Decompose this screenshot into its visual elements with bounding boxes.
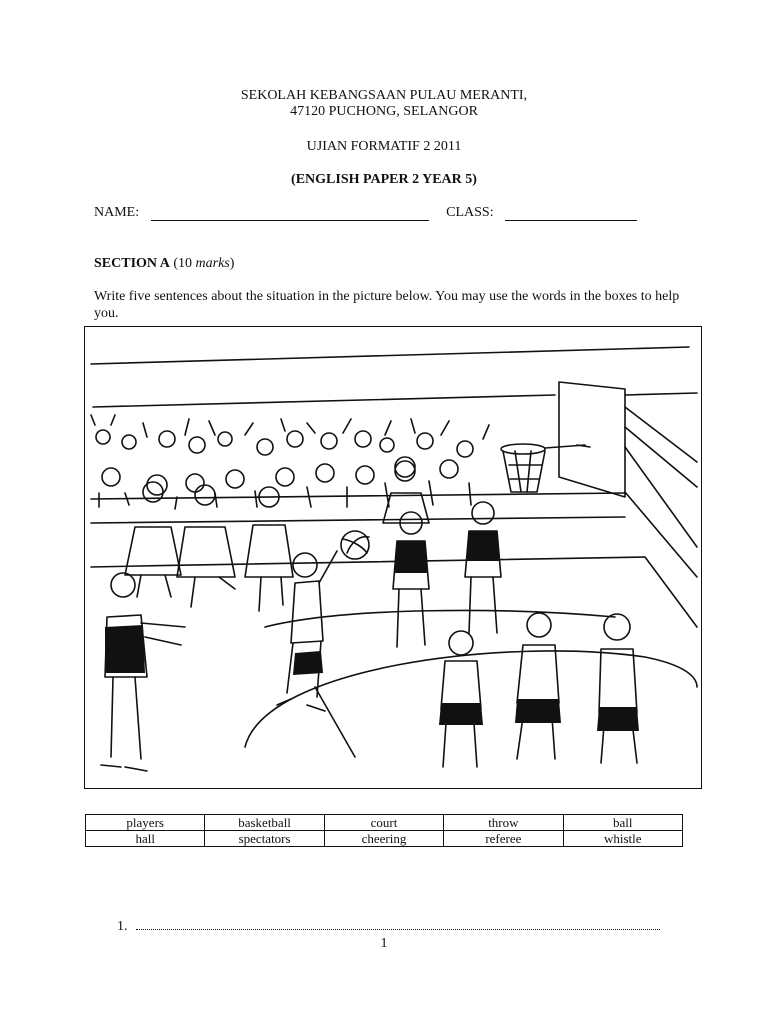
section-title: SECTION A xyxy=(94,256,170,271)
school-name: SEKOLAH KEBANGSAAN PULAU MERANTI, xyxy=(240,88,528,103)
class-label: CLASS: xyxy=(446,205,494,220)
backboard xyxy=(559,382,625,497)
exam-title: UJIAN FORMATIF 2 2011 xyxy=(306,139,462,154)
basketball-scene-illustration xyxy=(85,327,701,788)
marks-open: (10 xyxy=(169,256,196,271)
cheerleaders xyxy=(125,461,429,611)
word-box-table xyxy=(85,814,683,847)
page-number: 1 xyxy=(380,936,388,951)
basketball-scene-picture xyxy=(84,326,702,789)
basketball xyxy=(341,531,369,559)
answer-number: 1. xyxy=(117,919,128,934)
name-class-row xyxy=(94,205,637,221)
word-cell: spectators xyxy=(205,831,324,847)
ceiling-line xyxy=(91,347,689,364)
ceiling-beam xyxy=(93,395,555,407)
section-heading xyxy=(94,256,234,272)
name-field[interactable] xyxy=(151,206,429,221)
instruction-text: Write five sentences about the situation in the picture below. You may use the words in the boxes to help you. xyxy=(94,289,680,321)
marks-close: ) xyxy=(229,256,235,271)
class-field[interactable] xyxy=(505,206,637,221)
word-cell: referee xyxy=(444,831,563,847)
answer-line-1 xyxy=(117,917,660,935)
word-cell: cheering xyxy=(324,831,443,847)
hoop xyxy=(501,444,545,454)
word-cell: ball xyxy=(563,815,682,831)
name-label: NAME: xyxy=(94,205,140,220)
marks-word: marks xyxy=(195,256,230,271)
word-box-row xyxy=(86,815,683,831)
word-cell: whistle xyxy=(563,831,682,847)
word-cell: players xyxy=(86,815,205,831)
school-address: 47120 PUCHONG, SELANGOR xyxy=(290,104,478,119)
word-box-row xyxy=(86,831,683,847)
word-cell: throw xyxy=(444,815,563,831)
word-cell: court xyxy=(324,815,443,831)
word-cell: basketball xyxy=(205,815,324,831)
paper-title: (ENGLISH PAPER 2 YEAR 5) xyxy=(291,172,477,187)
word-cell: hall xyxy=(86,831,205,847)
answer-dotted-line[interactable] xyxy=(136,917,660,930)
net xyxy=(503,451,545,492)
